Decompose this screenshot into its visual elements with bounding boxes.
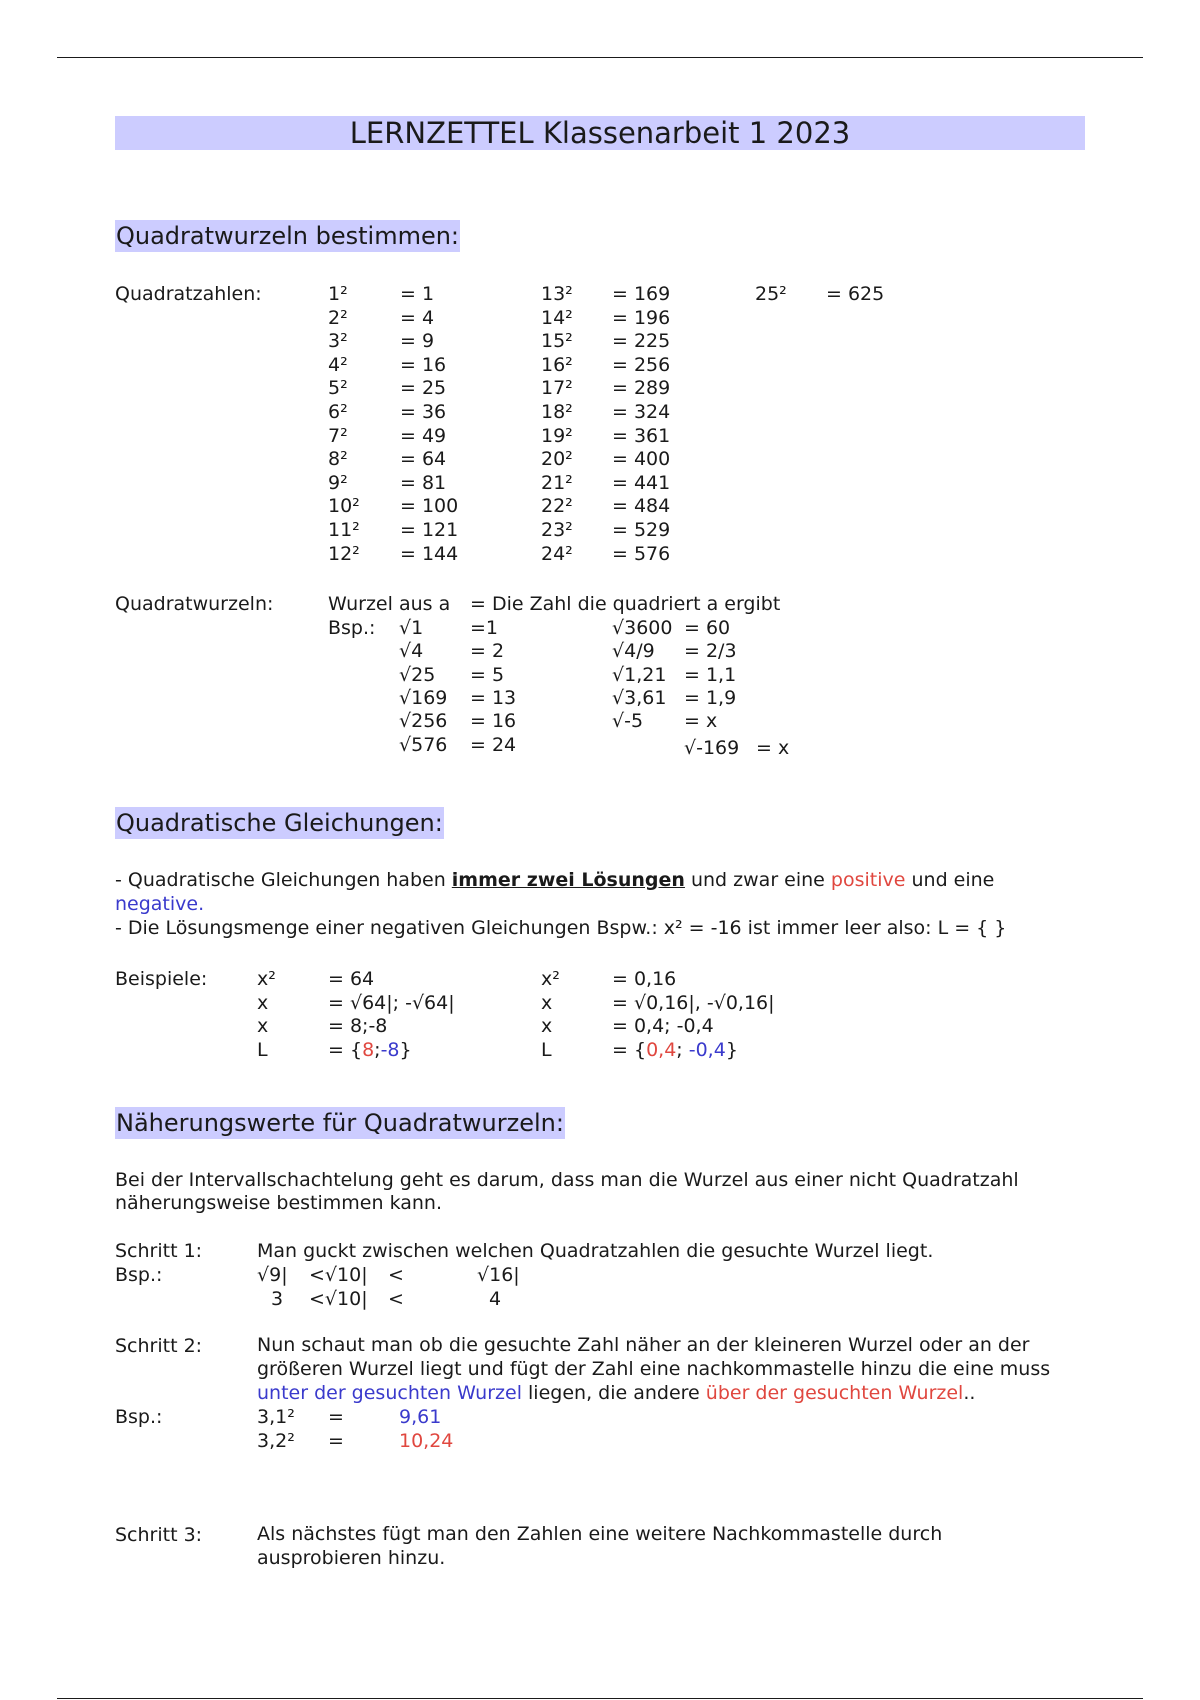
- schritt2-label: Schritt 2:: [115, 1335, 203, 1357]
- term: 4²: [328, 353, 348, 376]
- schritt1-text: Man guckt zwischen welchen Quadratzahlen die gesuchte Wurzel liegt.: [257, 1240, 934, 1262]
- term: √3600: [612, 617, 673, 639]
- value: = 484: [612, 495, 671, 518]
- approx-eq: =: [328, 1430, 344, 1452]
- emphasis-text: immer zwei Lösungen: [451, 869, 685, 891]
- term: 14²: [541, 306, 573, 329]
- term: 9²: [328, 471, 348, 494]
- term: 6²: [328, 401, 348, 423]
- term: x: [257, 991, 269, 1014]
- value: = 4: [400, 306, 435, 329]
- value: = 5: [470, 663, 505, 686]
- beispiele-label: Beispiele:: [115, 968, 208, 990]
- interval-b: <√10|: [309, 1288, 368, 1310]
- term: 1²: [328, 283, 348, 305]
- term: x²: [541, 968, 560, 990]
- bottom-rule: [57, 1698, 1143, 1699]
- definition-text: = Die Zahl die quadriert a ergibt: [470, 593, 781, 615]
- term: x²: [257, 968, 276, 990]
- value: =1: [470, 617, 499, 639]
- value: = 361: [612, 424, 671, 447]
- term: √256: [399, 710, 448, 733]
- text: und zwar eine: [684, 869, 831, 891]
- term: 22²: [541, 495, 573, 518]
- quadratzahlen-label: Quadratzahlen:: [115, 283, 262, 305]
- term: x: [541, 1015, 553, 1037]
- term: 15²: [541, 330, 573, 353]
- under-text: unter der gesuchten Wurzel: [257, 1382, 522, 1404]
- negative-text: negative.: [115, 893, 205, 915]
- term: 5²: [328, 377, 348, 400]
- positive-value: 0,4: [646, 1039, 677, 1061]
- schritt1-bsp-label: Bsp.:: [115, 1264, 163, 1286]
- bsp-label: Bsp.:: [328, 617, 376, 639]
- term: √1: [399, 617, 424, 639]
- text: ;: [374, 1039, 381, 1061]
- interval-c: <: [388, 1264, 404, 1286]
- value: = 576: [612, 542, 671, 565]
- term: 7²: [328, 424, 348, 447]
- text: und eine: [905, 869, 995, 891]
- value: = 9: [400, 330, 435, 353]
- term: 24²: [541, 542, 573, 565]
- term: 21²: [541, 471, 573, 494]
- term: 16²: [541, 353, 573, 376]
- term: 17²: [541, 377, 573, 400]
- value: = 1: [400, 283, 435, 305]
- interval-c: <: [388, 1288, 404, 1310]
- value: = 324: [612, 401, 671, 423]
- value: = √64|; -√64|: [328, 991, 455, 1014]
- value: = 121: [400, 519, 459, 541]
- value: = 24: [470, 733, 517, 756]
- positive-text: positive: [830, 869, 906, 891]
- section-heading-gleichungen: Quadratische Gleichungen:: [116, 809, 443, 837]
- interval-b: <√10|: [309, 1264, 368, 1286]
- schritt3-label: Schritt 3:: [115, 1524, 203, 1546]
- value: = 225: [612, 330, 671, 353]
- root-extra-value: = x: [756, 737, 790, 759]
- term: 13²: [541, 283, 573, 305]
- value: = 625: [826, 283, 885, 305]
- definition-term: Wurzel aus a: [328, 593, 451, 615]
- example1-solution-set: [328, 1041, 412, 1060]
- solution-var: L: [257, 1039, 268, 1061]
- term: √1,21: [612, 663, 667, 686]
- solution-var: L: [541, 1039, 552, 1061]
- value: = 0,4; -0,4: [612, 1015, 714, 1037]
- term: 25²: [755, 283, 787, 305]
- example2-solution-set: [612, 1041, 738, 1060]
- term: 2²: [328, 306, 348, 329]
- negative-value: -0,4: [688, 1039, 726, 1061]
- text: ..: [963, 1382, 976, 1404]
- text: }: [399, 1039, 412, 1061]
- term: 11²: [328, 519, 360, 541]
- value: = 0,16: [612, 968, 677, 990]
- term: 8²: [328, 448, 348, 471]
- approx-base: 3,1²: [257, 1406, 295, 1428]
- value: = 400: [612, 448, 671, 471]
- example1-solution: [257, 1041, 268, 1060]
- value: = 100: [400, 495, 459, 518]
- approx-eq: =: [328, 1406, 344, 1428]
- schritt3-text: Als nächstes fügt man den Zahlen eine weitere Nachkommastelle durch ausprobieren hinzu.: [257, 1523, 943, 1569]
- approx-base: 3,2²: [257, 1430, 295, 1452]
- term: √25: [399, 663, 436, 686]
- value: = 1,9: [684, 686, 737, 709]
- term: 12²: [328, 542, 360, 565]
- value: = 289: [612, 377, 671, 400]
- term: √3,61: [612, 686, 667, 709]
- value: = 60: [684, 617, 731, 639]
- interval-d: 4: [489, 1288, 502, 1310]
- text: = {: [612, 1039, 647, 1061]
- top-rule: [57, 57, 1143, 58]
- schritt1-label: Schritt 1:: [115, 1240, 203, 1262]
- interval-a: √9|: [257, 1264, 288, 1286]
- value: = x: [684, 710, 718, 733]
- value: = 25: [400, 377, 447, 400]
- value: = 16: [470, 710, 517, 733]
- text: ;: [676, 1039, 689, 1061]
- section-heading-naeherungswerte: Näherungswerte für Quadratwurzeln:: [116, 1109, 564, 1137]
- value: = 36: [400, 401, 447, 423]
- intro-paragraph: Bei der Intervallschachtelung geht es darum, dass man die Wurzel aus einer nicht Quadratzahl näherungsweise bestimmen kann.: [115, 1169, 1019, 1214]
- text: }: [725, 1039, 738, 1061]
- term: √576: [399, 733, 448, 756]
- approx-value-under: 9,61: [399, 1406, 442, 1428]
- value: = 144: [400, 542, 459, 565]
- value: = 8;-8: [328, 1015, 388, 1037]
- term: x: [257, 1015, 269, 1037]
- interval-d: √16|: [477, 1264, 520, 1286]
- page-title: LERNZETTEL Klassenarbeit 1 2023: [115, 116, 1085, 150]
- value: = √0,16|, -√0,16|: [612, 991, 775, 1014]
- term: x: [541, 991, 553, 1014]
- value: = 13: [470, 686, 517, 709]
- value: = 169: [612, 283, 671, 305]
- gleichungen-paragraph: [115, 868, 1105, 940]
- term: √-5: [612, 710, 644, 733]
- term: 20²: [541, 448, 573, 471]
- text: = {: [328, 1039, 363, 1061]
- value: = 1,1: [684, 663, 737, 686]
- section-heading-quadratwurzeln: Quadratwurzeln bestimmen:: [116, 222, 460, 250]
- term: 3²: [328, 330, 348, 353]
- term: √169: [399, 686, 448, 709]
- value: = 529: [612, 519, 671, 541]
- value: = 441: [612, 471, 671, 494]
- value: = 16: [400, 353, 447, 376]
- negative-value: -8: [380, 1039, 400, 1061]
- text: Nun schaut man ob die gesuchte Zahl näher an der kleineren Wurzel oder an der größeren Wurzel liegt und fügt der Zahl eine nachkommastelle hinzu die eine muss: [257, 1334, 1051, 1380]
- value: = 2: [470, 640, 505, 663]
- term: √4/9: [612, 640, 655, 663]
- term: 10²: [328, 495, 360, 518]
- value: = 49: [400, 424, 447, 447]
- root-extra-term: √-169: [684, 737, 740, 759]
- positive-value: 8: [362, 1039, 375, 1061]
- schritt2-text: [257, 1333, 1097, 1405]
- value: = 256: [612, 353, 671, 376]
- term: √4: [399, 640, 424, 663]
- over-text: über der gesuchten Wurzel: [705, 1382, 964, 1404]
- approx-value-over: 10,24: [399, 1430, 454, 1452]
- interval-a: 3: [271, 1288, 284, 1310]
- example2-solution: [541, 1041, 552, 1060]
- quadratwurzeln-label: Quadratwurzeln:: [115, 593, 274, 615]
- text: liegen, die andere: [521, 1382, 706, 1404]
- text: - Quadratische Gleichungen haben: [115, 869, 452, 891]
- term: 23²: [541, 519, 573, 541]
- value: = 64: [328, 968, 375, 990]
- term: 18²: [541, 401, 573, 423]
- value: = 196: [612, 306, 671, 329]
- term: 19²: [541, 424, 573, 447]
- value: = 2/3: [684, 640, 737, 663]
- value: = 81: [400, 471, 447, 494]
- schritt2-bsp-label: Bsp.:: [115, 1406, 163, 1428]
- value: = 64: [400, 448, 447, 471]
- text: - Die Lösungsmenge einer negativen Gleichungen Bspw.: x² = -16 ist immer leer also: L = { }: [115, 917, 1007, 939]
